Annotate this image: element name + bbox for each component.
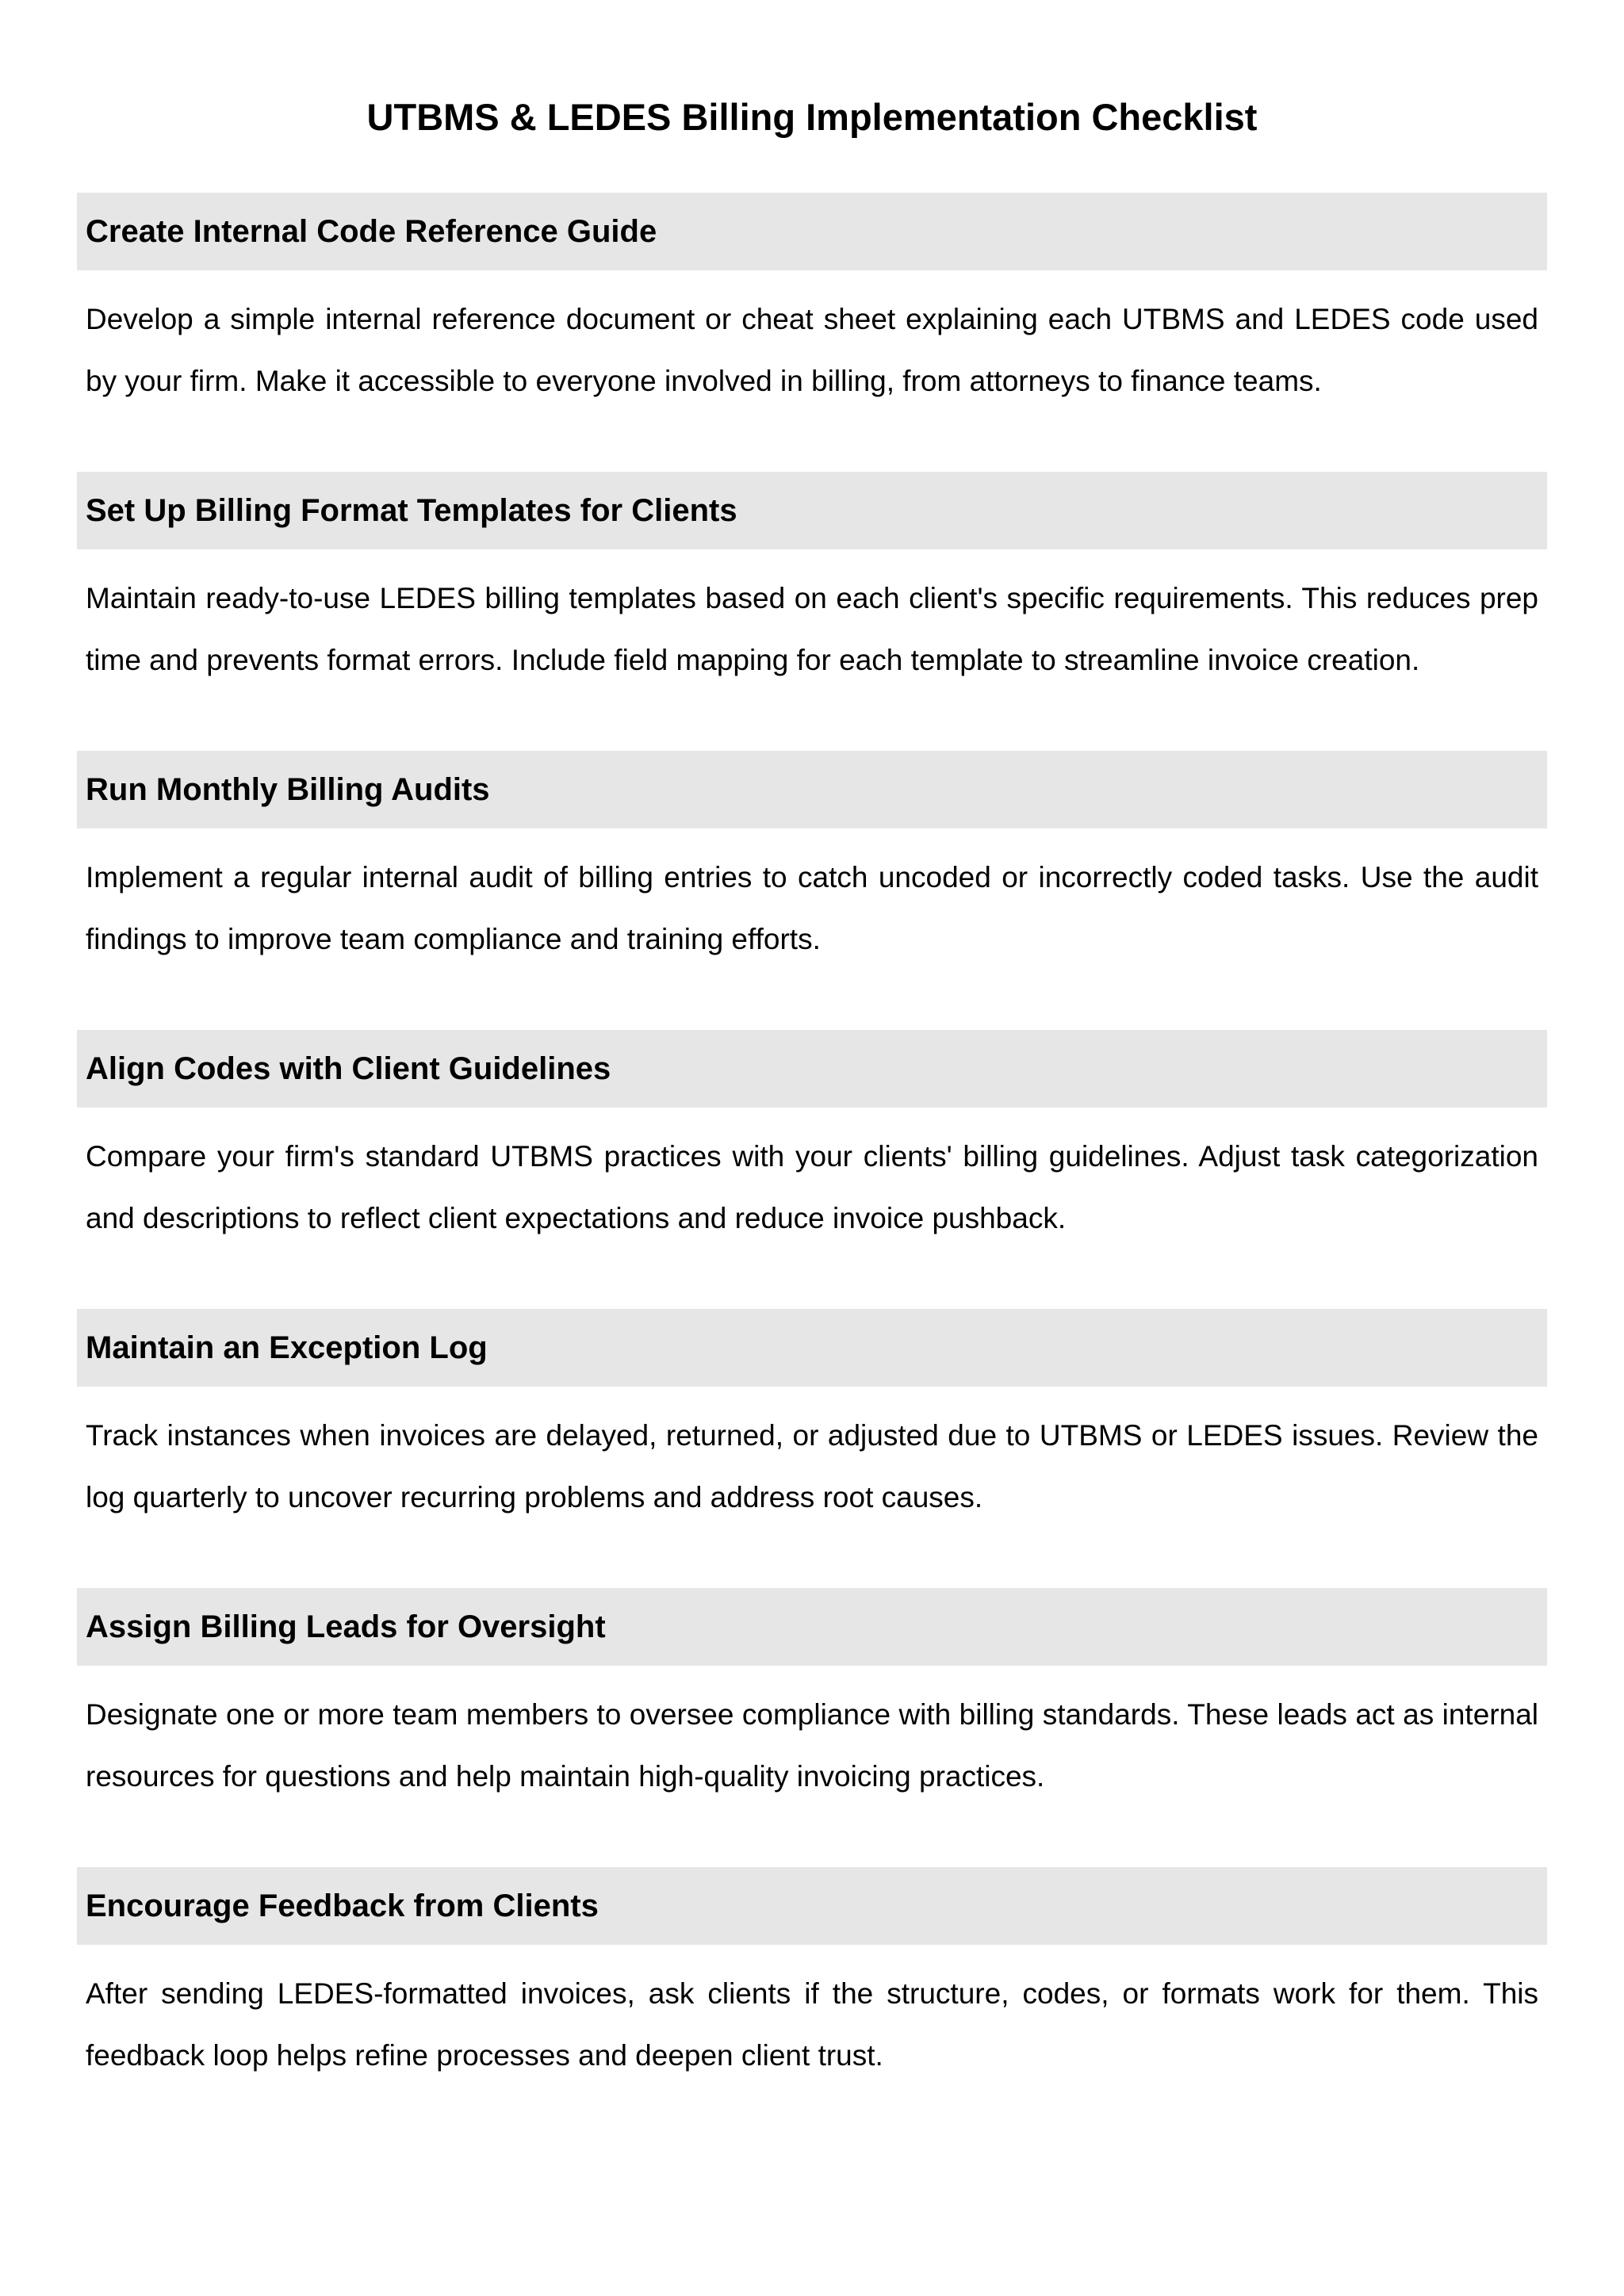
checklist-section	[77, 1867, 1547, 2146]
checklist-section	[77, 1309, 1547, 1588]
section-heading-bar	[77, 472, 1547, 549]
section-body: Develop a simple internal reference document or cheat sheet explaining each UTBMS and LEDES code used by your firm. Make it accessible to everyone involved in billing, from attorneys to finance teams.	[86, 303, 1538, 397]
section-body: Designate one or more team members to oversee compliance with billing standards. These leads act as internal resources for questions and help maintain high-quality invoicing practices.	[86, 1698, 1538, 1793]
section-heading-bar	[77, 1030, 1547, 1108]
checklist-section	[77, 1588, 1547, 1867]
section-heading: Run Monthly Billing Audits	[86, 772, 490, 807]
section-body: Maintain ready-to-use LEDES billing templates based on each client's specific requirements. This reduces prep time and prevents format errors. Include field mapping for each template to streamline invoice creation.	[86, 582, 1538, 676]
section-heading-bar	[77, 1867, 1547, 1945]
section-heading-bar	[77, 751, 1547, 828]
section-heading: Maintain an Exception Log	[86, 1330, 488, 1365]
checklist-section	[77, 1030, 1547, 1309]
section-heading: Set Up Billing Format Templates for Clients	[86, 493, 737, 528]
checklist-section	[77, 193, 1547, 472]
checklist-section	[77, 751, 1547, 1030]
section-heading: Assign Billing Leads for Oversight	[86, 1609, 606, 1644]
section-heading: Create Internal Code Reference Guide	[86, 214, 657, 249]
section-heading-bar	[77, 1309, 1547, 1387]
document-title: UTBMS & LEDES Billing Implementation Checklist	[366, 96, 1258, 138]
checklist-section	[77, 472, 1547, 751]
checklist-sections	[77, 193, 1547, 2146]
section-heading-bar	[77, 1588, 1547, 1666]
section-heading: Encourage Feedback from Clients	[86, 1888, 599, 1923]
section-heading-bar	[77, 193, 1547, 270]
section-body: Track instances when invoices are delayed, returned, or adjusted due to UTBMS or LEDES issues. Review the log quarterly to uncover recurring problems and address root causes.	[86, 1419, 1538, 1513]
section-heading: Align Codes with Client Guidelines	[86, 1051, 611, 1086]
section-body: After sending LEDES-formatted invoices, ask clients if the structure, codes, or formats work for them. This feedback loop helps refine processes and deepen client trust.	[86, 1977, 1538, 2072]
section-body: Implement a regular internal audit of billing entries to catch uncoded or incorrectly coded tasks. Use the audit findings to improve team compliance and training efforts.	[86, 861, 1538, 955]
section-body: Compare your firm's standard UTBMS practices with your clients' billing guidelines. Adjust task categorization and descriptions to reflect client expectations and reduce invoice pushback.	[86, 1140, 1538, 1234]
